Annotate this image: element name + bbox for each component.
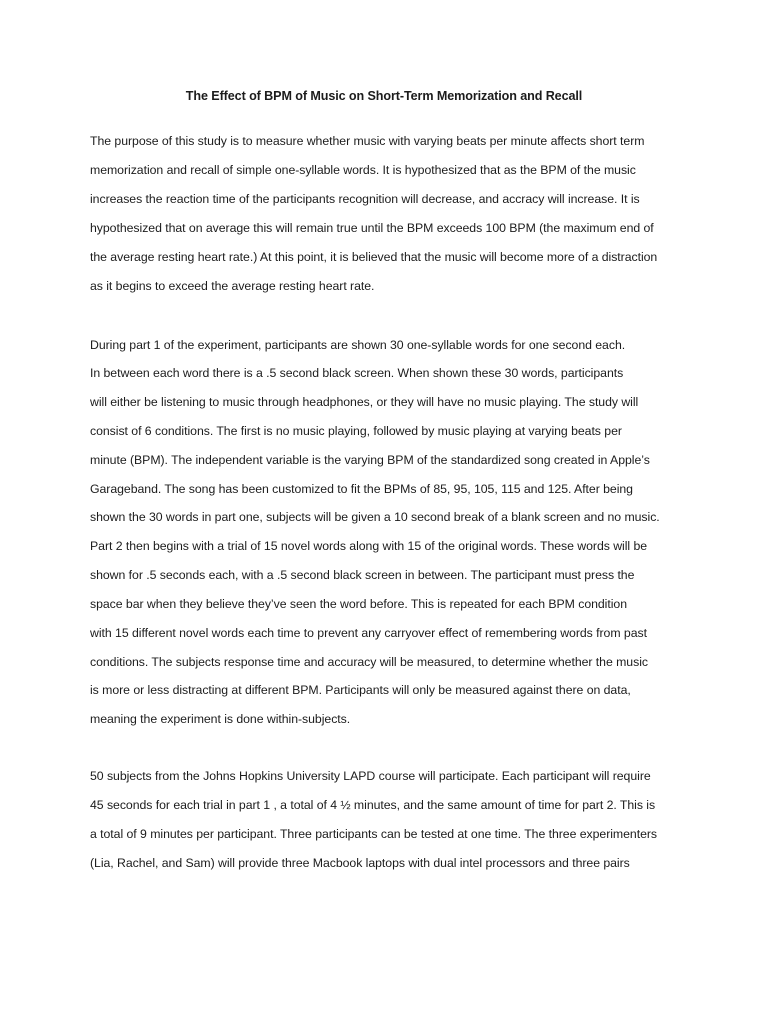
paragraph-line: memorization and recall of simple one-syllable words. It is hypothesized that as the BPM of the music [90, 163, 636, 177]
paragraph-line: In between each word there is a .5 second black screen. When shown these 30 words, participants [90, 366, 624, 380]
paragraph-line: shown for .5 seconds each, with a .5 second black screen in between. The participant must press the [90, 568, 635, 582]
paragraph-line: meaning the experiment is done within-subjects. [90, 712, 351, 726]
paragraph-line: will either be listening to music through headphones, or they will have no music playing. The study will [90, 395, 639, 409]
paragraph-line: hypothesized that on average this will remain true until the BPM exceeds 100 BPM (the maximum end of [90, 221, 654, 235]
paragraph-line: space bar when they believe they’ve seen the word before. This is repeated for each BPM condition [90, 597, 627, 611]
paragraph-line: The purpose of this study is to measure whether music with varying beats per minute affects short term [90, 134, 645, 148]
paragraph-line: Garageband. The song has been customized to fit the BPMs of 85, 95, 105, 115 and 125. After being [90, 482, 633, 496]
paragraph-line: a total of 9 minutes per participant. Three participants can be tested at one time. The three experimenters [90, 827, 658, 841]
paragraph-line: shown the 30 words in part one, subjects will be given a 10 second break of a blank screen and no music. [90, 510, 660, 524]
paragraph-line: is more or less distracting at different BPM. Participants will only be measured against there on data, [90, 683, 631, 697]
document-title: The Effect of BPM of Music on Short-Term Memorization and Recall [185, 89, 583, 103]
paragraph-line: consist of 6 conditions. The first is no music playing, followed by music playing at varying beats per [90, 424, 622, 438]
paragraph-line: the average resting heart rate.) At this point, it is believed that the music will become more of a distraction [90, 250, 658, 264]
paragraph-line: minute (BPM). The independent variable is the varying BPM of the standardized song created in Apple’s [90, 453, 650, 467]
paragraph-line: 50 subjects from the Johns Hopkins University LAPD course will participate. Each participant will require [90, 769, 651, 783]
paragraph-line: conditions. The subjects response time and accuracy will be measured, to determine whether the music [90, 655, 648, 669]
paragraph-line: with 15 different novel words each time to prevent any carryover effect of remembering words from past [90, 626, 647, 640]
paragraph-line: as it begins to exceed the average resting heart rate. [90, 279, 375, 293]
paragraph-line: Part 2 then begins with a trial of 15 novel words along with 15 of the original words. These words will be [90, 539, 648, 553]
paragraph-line: 45 seconds for each trial in part 1 , a total of 4 ½ minutes, and the same amount of time for part 2. This is [90, 798, 656, 812]
paragraph-line: During part 1 of the experiment, participants are shown 30 one-syllable words for one second each. [90, 338, 626, 352]
paragraph-line: (Lia, Rachel, and Sam) will provide three Macbook laptops with dual intel processors and three pairs [90, 856, 630, 870]
paragraph-line: increases the reaction time of the participants recognition will decrease, and accracy will increase. It is [90, 192, 640, 206]
